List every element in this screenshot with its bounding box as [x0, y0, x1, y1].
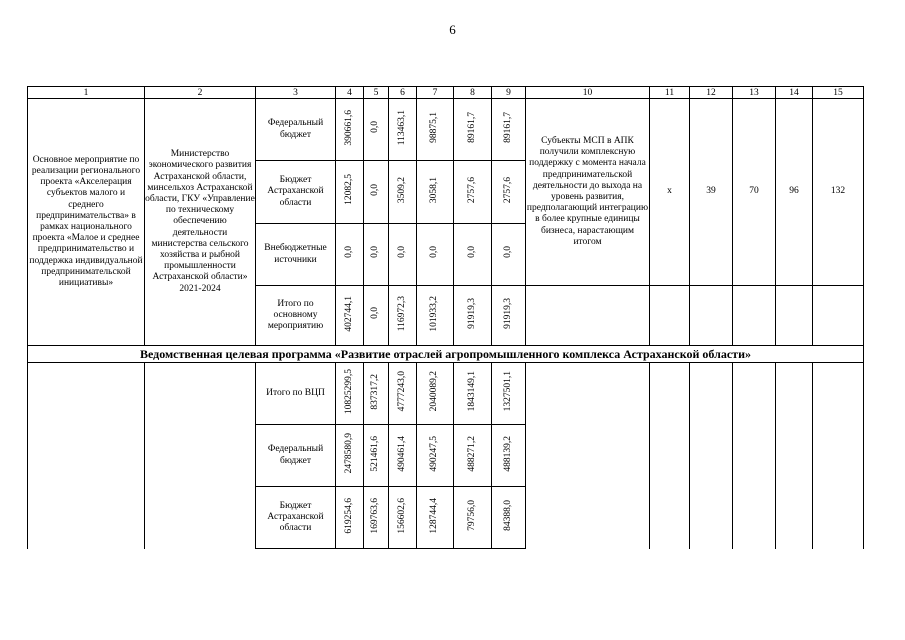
- value-cell: [454, 425, 492, 487]
- value: 98875,1: [429, 111, 440, 143]
- value: 390661,6: [343, 109, 354, 146]
- header-cell: 14: [776, 87, 813, 99]
- target-value: 70: [733, 99, 776, 286]
- value-cell: [492, 425, 526, 487]
- value: 3058,1: [429, 176, 440, 203]
- value: 3509,2: [396, 176, 407, 203]
- value: 84388,0: [502, 499, 513, 531]
- value: 0,0: [396, 246, 407, 259]
- value: 1843149,1: [466, 371, 477, 412]
- empty-cell: [145, 363, 256, 549]
- value: 4777243,0: [396, 371, 407, 412]
- value-cell: [336, 286, 364, 346]
- value: 91919,3: [466, 297, 477, 329]
- value: 2040089,2: [429, 371, 440, 412]
- value-cell: [336, 363, 364, 425]
- value: 169763,6: [370, 497, 381, 534]
- program-title: Ведомственная целевая программа «Развитие отраслей агропромышленного комплекса Астраханской области»: [28, 346, 864, 363]
- target-value: 96: [776, 99, 813, 286]
- value: 521461,6: [370, 435, 381, 472]
- value-cell: [336, 425, 364, 487]
- value: 0,0: [370, 307, 381, 320]
- value: 89161,7: [502, 111, 513, 143]
- value: 128744,4: [429, 497, 440, 534]
- value: 91919,3: [502, 297, 513, 329]
- value: 113463,1: [396, 109, 407, 146]
- value: 1327501,1: [502, 371, 513, 412]
- value: 490461,4: [396, 435, 407, 472]
- empty-cell: [526, 286, 650, 346]
- value-cell: [336, 161, 364, 224]
- value-cell: [492, 286, 526, 346]
- value-cell: [492, 363, 526, 425]
- header-row: [28, 87, 864, 99]
- value-cell: [389, 99, 417, 161]
- value-cell: [417, 425, 454, 487]
- header-cell: 1: [28, 87, 145, 99]
- value: 0,0: [429, 246, 440, 259]
- value-cell: [454, 161, 492, 224]
- value-cell: [454, 224, 492, 286]
- funding-source: Федеральный бюджет: [256, 99, 336, 161]
- value-cell: [336, 487, 364, 549]
- value: 0,0: [502, 246, 513, 259]
- value: 0,0: [370, 246, 381, 259]
- empty-cell: [650, 363, 690, 549]
- value-cell: [454, 99, 492, 161]
- funding-source: Бюджет Астраханской области: [256, 487, 336, 549]
- target-value: 132: [813, 99, 864, 286]
- header-cell: 8: [454, 87, 492, 99]
- value-cell: [364, 99, 389, 161]
- value-cell: [389, 425, 417, 487]
- funding-source: Итого по ВЦП: [256, 363, 336, 425]
- header-cell: 15: [813, 87, 864, 99]
- value-cell: [389, 363, 417, 425]
- value-cell: [454, 487, 492, 549]
- header-cell: 7: [417, 87, 454, 99]
- value: 2478580,9: [343, 433, 354, 474]
- executor-name: Министерство экономического развития Астраханской области, минсельхоз Астраханской области, ГКУ «Управление по техническому обеспечению деятельности министерства сельского хозяйства и рыбной промышленности Астраханской области»: [145, 149, 255, 283]
- executor-cell: [145, 99, 256, 346]
- empty-cell: [526, 363, 650, 549]
- header-cell: 5: [364, 87, 389, 99]
- value: 2757,6: [466, 176, 477, 203]
- budget-table: [27, 86, 864, 549]
- value-cell: [417, 161, 454, 224]
- value-cell: [364, 286, 389, 346]
- value-cell: [336, 224, 364, 286]
- funding-source: Бюджет Астраханской области: [256, 161, 336, 224]
- page-number: 6: [449, 22, 456, 37]
- empty-cell: [813, 363, 864, 549]
- value: 116972,3: [396, 295, 407, 332]
- value-cell: [417, 224, 454, 286]
- funding-source: Внебюджетные источники: [256, 224, 336, 286]
- empty-cell: [776, 286, 813, 346]
- table-row: [28, 363, 864, 425]
- value-cell: [389, 224, 417, 286]
- value-cell: [364, 363, 389, 425]
- value-cell: [417, 99, 454, 161]
- value-cell: [417, 286, 454, 346]
- header-cell: 4: [336, 87, 364, 99]
- header-cell: 6: [389, 87, 417, 99]
- value: 156602,6: [396, 497, 407, 534]
- value: 101933,2: [429, 295, 440, 332]
- value-cell: [454, 286, 492, 346]
- value: 837317,2: [370, 373, 381, 410]
- value-cell: [364, 425, 389, 487]
- empty-cell: [776, 363, 813, 549]
- value-cell: [417, 487, 454, 549]
- target-value: 39: [690, 99, 733, 286]
- unit: x: [650, 99, 690, 286]
- value: 89161,7: [466, 111, 477, 143]
- empty-cell: [650, 286, 690, 346]
- value: 402744,1: [343, 295, 354, 332]
- header-cell: 10: [526, 87, 650, 99]
- value: 0,0: [466, 246, 477, 259]
- header-cell: 9: [492, 87, 526, 99]
- funding-source: Итого по основному мероприятию: [256, 286, 336, 346]
- value: 488271,2: [466, 435, 477, 472]
- event-name: Основное мероприятие по реализации регионального проекта «Акселерация субъектов малого и среднего предпринимательства» в рамках национального проекта «Малое и среднее предпринимательство и поддержка индивидуальной предпринимательской инициативы»: [28, 99, 145, 346]
- empty-cell: [733, 286, 776, 346]
- value: 0,0: [370, 121, 381, 134]
- header-cell: 2: [145, 87, 256, 99]
- header-cell: 13: [733, 87, 776, 99]
- value: 79756,0: [466, 499, 477, 531]
- value-cell: [492, 161, 526, 224]
- value: 2757,6: [502, 176, 513, 203]
- header-cell: 12: [690, 87, 733, 99]
- value: 0,0: [370, 183, 381, 196]
- value: 10825299,5: [343, 368, 354, 414]
- value-cell: [492, 224, 526, 286]
- header-cell: 11: [650, 87, 690, 99]
- empty-cell: [690, 286, 733, 346]
- value: 0,0: [343, 246, 354, 259]
- empty-cell: [733, 363, 776, 549]
- value-cell: [364, 487, 389, 549]
- program-title-row: [28, 346, 864, 363]
- empty-cell: [690, 363, 733, 549]
- indicator-name: Субъекты МСП в АПК получили комплексную поддержку с момента начала предпринимательской деятельности до выхода на уровень развития, предполагающий интеграцию в более крупные единицы бизнеса, нарастающим итогом: [526, 99, 650, 286]
- period: 2021-2024: [179, 283, 221, 294]
- value-cell: [492, 99, 526, 161]
- funding-source: Федеральный бюджет: [256, 425, 336, 487]
- value: 488139,2: [502, 435, 513, 472]
- value: 619254,6: [343, 497, 354, 534]
- value: 490247,5: [429, 435, 440, 472]
- value-cell: [417, 363, 454, 425]
- value-cell: [389, 487, 417, 549]
- value-cell: [389, 286, 417, 346]
- value: 12082,5: [343, 174, 354, 206]
- value-cell: [364, 161, 389, 224]
- table-row: [28, 99, 864, 161]
- value-cell: [492, 487, 526, 549]
- value-cell: [336, 99, 364, 161]
- value-cell: [364, 224, 389, 286]
- value-cell: [454, 363, 492, 425]
- value-cell: [389, 161, 417, 224]
- empty-cell: [28, 363, 145, 549]
- header-cell: 3: [256, 87, 336, 99]
- empty-cell: [813, 286, 864, 346]
